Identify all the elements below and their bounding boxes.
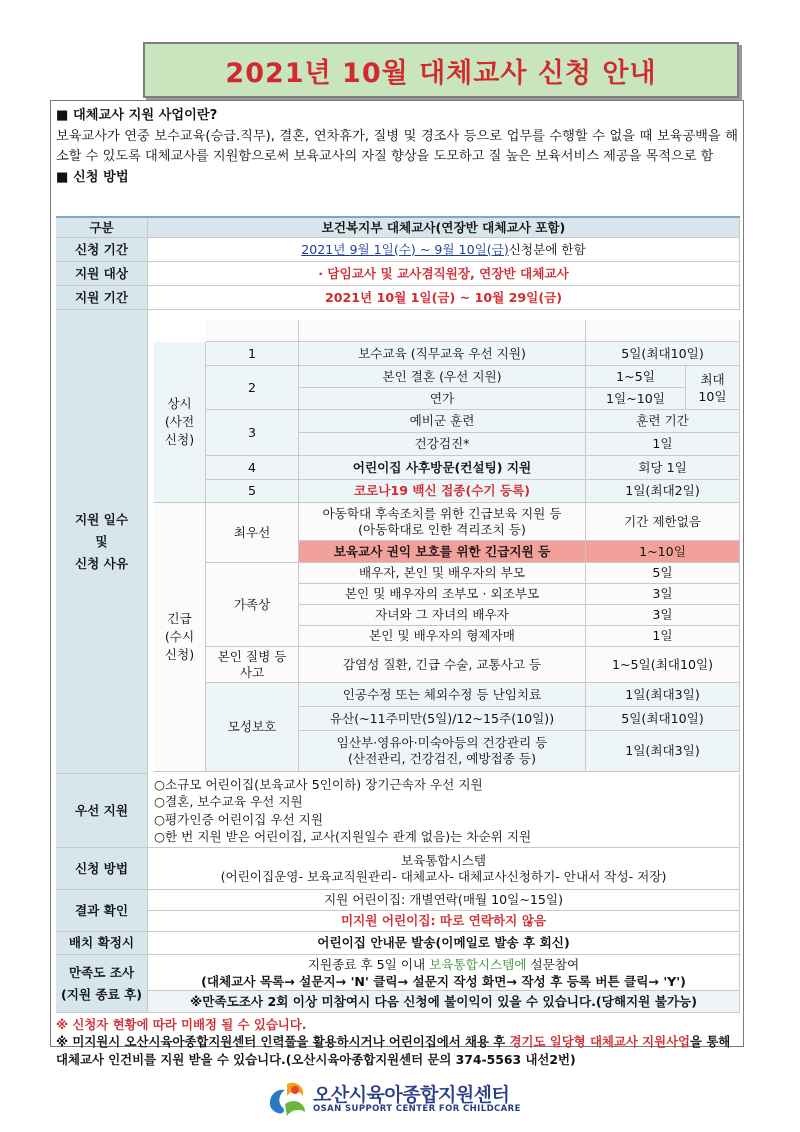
row2a-reason: 본인 결혼 (우선 지원) (299, 366, 586, 388)
survey-warning: ※만족도조사 2회 이상 미참여시 다음 신청에 불이익이 있을 수 있습니다.(당해지원 불가능) (148, 991, 740, 1013)
priority2-days: 1~10일 (586, 541, 740, 563)
row3b-reason: 건강검진* (299, 433, 586, 456)
label-priority: 우선 지원 (56, 774, 148, 848)
row5-num: 5 (206, 480, 299, 503)
intro-section (56, 106, 738, 188)
maternity-category: 모성보호 (206, 683, 299, 772)
intro-body: 보육교사가 연중 보수교육(승급.직무), 결혼, 연차휴가, 질병 및 경조사 등으로 업무를 수행할 수 없을 때 보육공백을 해소할 수 있도록 대체교사를 지원함으로써 보육교사의 자질 향상을 도모하고 질 높은 보육서비스 제공을 목적으로 함 (56, 128, 738, 164)
apply-period (148, 238, 740, 262)
header-category: 구분 (56, 218, 148, 238)
row2b-reason: 연가 (299, 388, 586, 410)
row3-num: 3 (206, 410, 299, 456)
label-survey-main: 만족도 조사 (68, 964, 135, 980)
priority2-reason: 보육교사 권익 보호를 위한 긴급지원 등 (299, 541, 586, 563)
maternity1-reason: 인공수정 또는 체외수정 등 난임치료 (299, 683, 586, 707)
label-span: 지원 기간 (56, 286, 148, 310)
row2b-days: 1일~10일 (586, 388, 686, 410)
support-span: 2021년 10월 1일(금) ~ 10월 29일(금) (148, 286, 740, 310)
row3b-days: 1일 (586, 433, 740, 456)
row5-days: 1일(최대2일) (586, 480, 740, 503)
label-survey (56, 955, 148, 1013)
logo-korean: 오산시육아종합지원센터 (313, 1084, 510, 1106)
maternity3-days: 1일(최대3일) (586, 731, 740, 772)
blank-1 (206, 320, 299, 342)
method-path: (어린이집운영- 보육교직원관리- 대체교사- 대체교사신청하기- 안내서 작성- 저장) (220, 868, 667, 884)
row2a-days: 1~5일 (586, 366, 686, 388)
logo-english: OSAN SUPPORT CENTER FOR CHILDCARE (313, 1104, 521, 1114)
title-banner (143, 42, 739, 98)
apply-period-dates: 2021년 9월 1일(수) ~ 9월 10일(금) (301, 241, 509, 257)
illness-category: 본인 질병 등 사고 (206, 647, 299, 683)
row2-max: 최대 10일 (686, 366, 740, 410)
note-pool: ※ 미지원시 오산시육아종합지원센터 인력풀을 활용하시거나 어린이집에서 채용 후 경기도 일당형 대체교사 지원사업을 통해 대체교사 인건비를 지원 받을 수 있습니다.(오산시육아종합지원센터 문의 374-5563 내선2번) (56, 1034, 731, 1067)
priority-item: ○소규모 어린이집(보육교사 5인이하) 장기근속자 우선 지원 (154, 776, 483, 792)
support-target: · 담임교사 및 교사겸직원장, 연장반 대체교사 (148, 262, 740, 286)
method-heading: ■ 신청 방법 (56, 169, 129, 185)
priority-item: ○평가인증 어린이집 우선 지원 (154, 811, 323, 827)
row2-num: 2 (206, 366, 299, 410)
row3a-reason: 예비군 훈련 (299, 410, 586, 433)
family3-reason: 자녀와 그 자녀의 배우자 (299, 605, 586, 626)
maternity2-reason: 유산(~11주미만(5일)/12~15주(10일)) (299, 707, 586, 731)
label-placement: 배치 확정시 (56, 932, 148, 955)
row1-reason: 보수교육 (직무교육 우선 지원) (299, 342, 586, 366)
priority-item: ○한 번 지원 받은 어린이집, 교사(지원일수 관계 없음)는 차순위 지원 (154, 829, 532, 844)
page-title: 2021년 10월 대체교사 신청 안내 (225, 57, 657, 89)
label-method: 신청 방법 (56, 848, 148, 890)
top-priority: 최우선 (206, 503, 299, 563)
label-result: 결과 확인 (56, 890, 148, 932)
maternity1-days: 1일(최대3일) (586, 683, 740, 707)
row4-num: 4 (206, 456, 299, 480)
result-supported: 지원 어린이집: 개별연락(매월 10일~15일) (148, 890, 740, 911)
maternity2-days: 5일(최대10일) (586, 707, 740, 731)
placement-notice: 어린이집 안내문 발송(이메일로 발송 후 회신) (148, 932, 740, 955)
illness-days: 1~5일(최대10일) (586, 647, 740, 683)
label-survey-sub: (지원 종료 후) (60, 986, 143, 1002)
label-target: 지원 대상 (56, 262, 148, 286)
blank-2 (299, 320, 586, 342)
family-category: 가족상 (206, 563, 299, 647)
label-days-reasons: 지원 일수 및 신청 사유 (56, 310, 148, 774)
priority-item: ○결혼, 보수교육 우선 지원 (154, 794, 303, 809)
urgent-category: 긴급 (수시 신청) (154, 503, 206, 772)
note-assignment: ※ 신청자 현황에 따라 미배정 될 수 있습니다. (56, 1017, 307, 1032)
family4-days: 1일 (586, 626, 740, 647)
family2-days: 3일 (586, 584, 740, 605)
survey-steps: (대체교사 목록→ 설문지→ 'N' 클릭→ 설문지 작성 화면→ 작성 후 등록 버튼 클릭→ 'Y') (201, 973, 686, 989)
regular-category: 상시 (사전 신청) (154, 342, 206, 503)
label-period: 신청 기간 (56, 238, 148, 262)
header-program: 보건복지부 대체교사(연장반 대체교사 포함) (148, 218, 740, 238)
row1-days: 5일(최대10일) (586, 342, 740, 366)
family1-reason: 배우자, 본인 및 배우자의 부모 (299, 563, 586, 584)
family2-reason: 본인 및 배우자의 조부모 · 외조부모 (299, 584, 586, 605)
row5-reason: 코로나19 백신 접종(수기 등록) (299, 480, 586, 503)
row3a-days: 훈련 기간 (586, 410, 740, 433)
priority1-reason: 아동학대 후속조치를 위한 긴급보육 지원 등 (아동학대로 인한 격리조치 등) (299, 503, 586, 541)
result-unsupported: 미지원 어린이집: 따로 연락하지 않음 (148, 911, 740, 932)
family1-days: 5일 (586, 563, 740, 584)
family4-reason: 본인 및 배우자의 형제자매 (299, 626, 586, 647)
method-system: 보육통합시스템 (400, 852, 487, 868)
center-logo (265, 1078, 545, 1122)
survey-cell (148, 955, 740, 991)
priority1-days: 기간 제한없음 (586, 503, 740, 541)
blank-3 (586, 320, 740, 342)
method-cell (148, 848, 740, 890)
apply-period-note: 신청분에 한함 (508, 241, 586, 257)
row1-num: 1 (206, 342, 299, 366)
survey-line1: 지원종료 후 5일 이내 보육통합시스템에 설문참여 (307, 956, 580, 972)
intro-heading: ■ 대체교사 지원 사업이란? (56, 108, 218, 123)
family3-days: 3일 (586, 605, 740, 626)
illness-reason: 감염성 질환, 긴급 수술, 교통사고 등 (299, 647, 586, 683)
maternity3-reason: 임산부·영유아·미숙아등의 건강관리 등 (산전관리, 건강검진, 예방접종 등) (299, 731, 586, 772)
row4-days: 회당 1일 (586, 456, 740, 480)
priority-list (148, 774, 740, 848)
row4-reason: 어린이집 사후방문(컨설팅) 지원 (299, 456, 586, 480)
logo-mark-icon (265, 1078, 311, 1122)
